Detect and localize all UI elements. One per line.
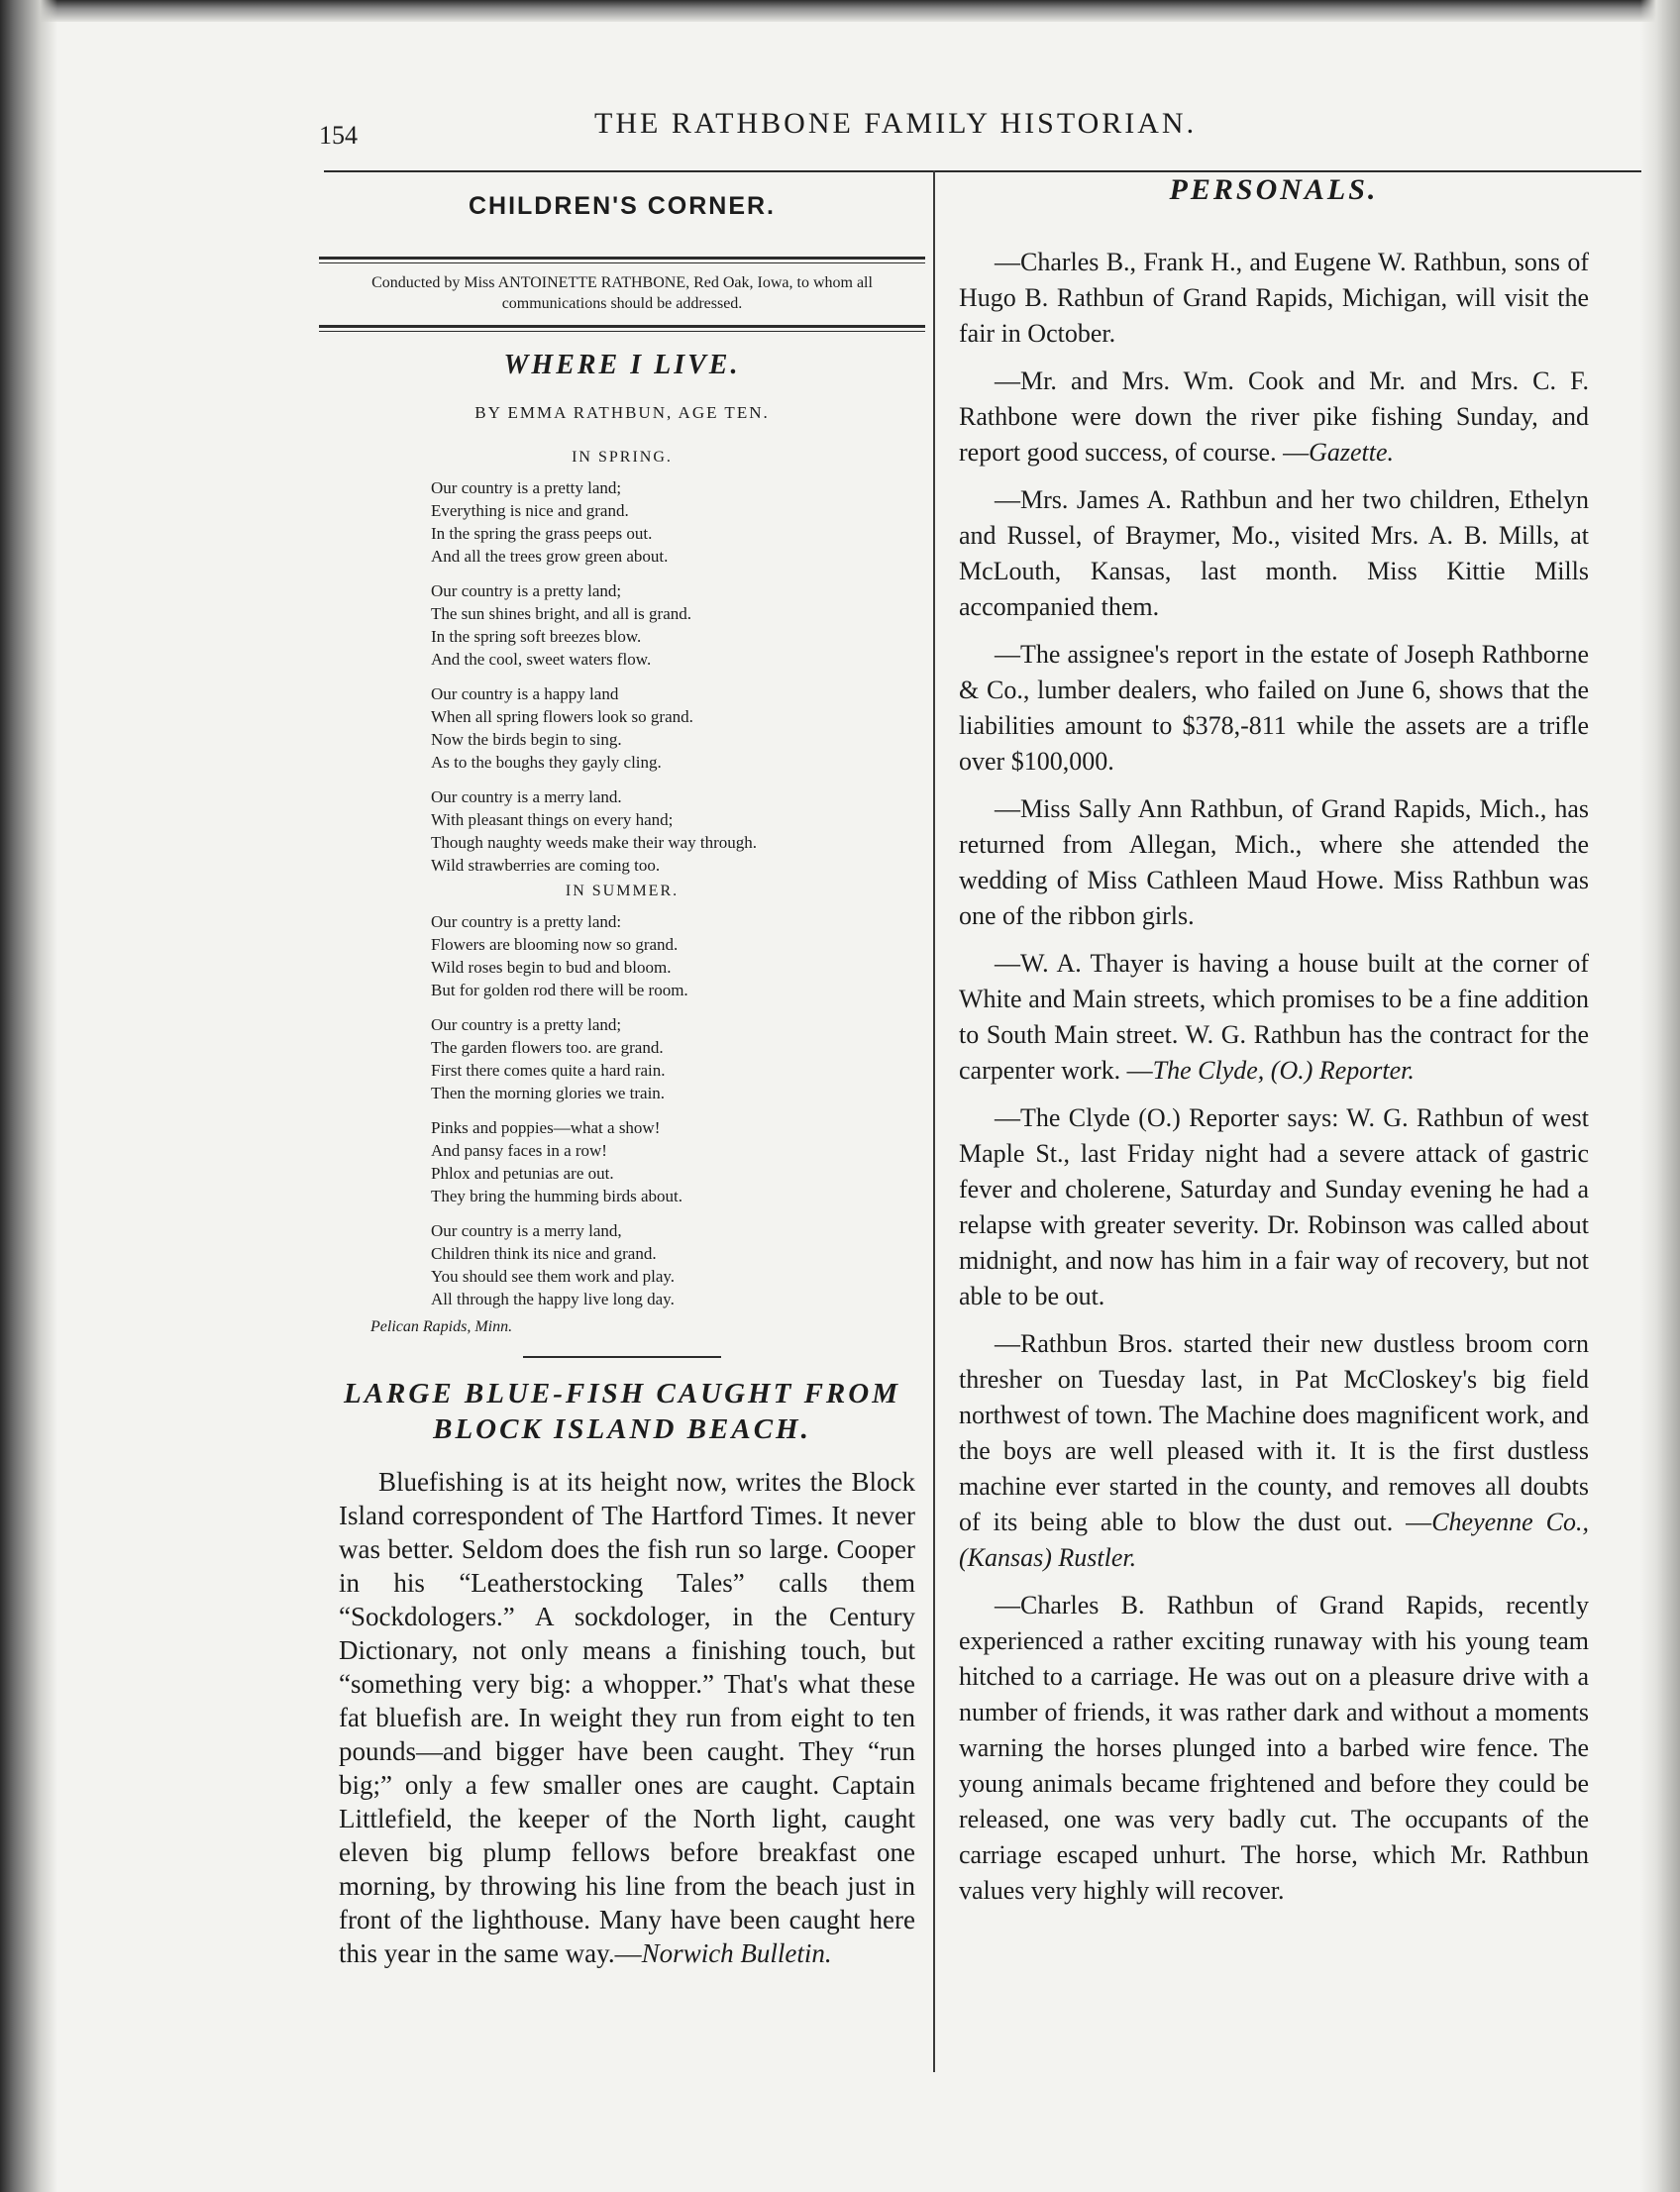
poem-line: In the spring soft breezes blow. <box>431 626 642 646</box>
left-column <box>319 176 925 1970</box>
personal-item-text: —Mrs. James A. Rathbun and her two children, Ethelyn and Russel, of Braymer, Mo., visited Mrs. A. B. Mills, at McLouth, Kansas, last month. Miss Kittie Mills accompanied them. <box>959 485 1589 621</box>
personal-item <box>959 637 1589 780</box>
poem-line: Our country is a pretty land; <box>431 1014 622 1034</box>
personal-item <box>959 1100 1589 1314</box>
header-rule <box>324 170 1641 172</box>
bluefish-article-title: LARGE BLUE-FISH CAUGHT FROM BLOCK ISLAND BEACH. <box>343 1377 900 1445</box>
personal-item <box>959 946 1589 1089</box>
personal-item-text: —Mr. and Mrs. Wm. Cook and Mr. and Mrs. C. F. Rathbone were down the river pike fishing Sunday, and report good success, of course. — <box>959 366 1589 467</box>
poem-line: Our country is a pretty land; <box>431 580 622 600</box>
personal-item-text: —The Clyde (O.) Reporter says: W. G. Rathbun of west Maple St., last Friday night had a severe attack of gastric fever and cholerene, Saturday and Sunday evening he had a relapse with greater severity. Dr. Robinson was called about midnight, and now has him in a fair way of recovery, but not able to be out. <box>959 1103 1589 1310</box>
personal-item-text: —Charles B. Rathbun of Grand Rapids, recently experienced a rather exciting runaway with his young team hitched to a carriage. He was out on a pleasure drive with a number of friends, it was rather dark and without a moments warning the horses plunged into a barbed wire fence. The young animals became frightened and before they could be released, one was very badly cut. The occupants of the carriage escaped unhurt. The horse, which Mr. Rathbun values very highly will recover. <box>959 1591 1589 1905</box>
personal-item-text: —Miss Sally Ann Rathbun, of Grand Rapids, Mich., has returned from Allegan, Mich., where she attended the wedding of Miss Cathleen Maud Howe. Miss Rathbun was one of the ribbon girls. <box>959 794 1589 930</box>
poem-line: Though naughty weeds make their way through. <box>431 832 758 852</box>
personal-item-text: —The assignee's report in the estate of Joseph Rathborne & Co., lumber dealers, who failed on June 6, shows that the liabilities amount to $378,-811 while the assets are a trifle over $100,000. <box>959 640 1589 776</box>
poem-line: The sun shines bright, and all is grand. <box>431 603 691 623</box>
personal-item <box>959 245 1589 352</box>
poem-line: As to the boughs they gayly cling. <box>431 752 662 772</box>
conducted-by-note: Conducted by Miss ANTOINETTE RATHBONE, Red Oak, Iowa, to whom all communications should be addressed. <box>371 274 873 312</box>
poem-line: They bring the humming birds about. <box>431 1186 683 1205</box>
poem-line: Flowers are blooming now so grand. <box>431 934 679 954</box>
personal-item <box>959 1588 1589 1909</box>
personal-item-source: Cheyenne Co., (Kansas) Rustler. <box>959 1508 1590 1572</box>
poem-line: All through the happy live long day. <box>431 1289 675 1308</box>
poem-line: Our country is a happy land <box>431 683 619 703</box>
poem-line: And the cool, sweet waters flow. <box>431 649 652 669</box>
poem-line: Now the birds begin to sing. <box>431 729 622 749</box>
poem-stanza <box>431 1219 925 1310</box>
poem-line: Our country is a pretty land; <box>431 477 622 497</box>
poem-line: Then the morning glories we train. <box>431 1083 666 1102</box>
column-divider <box>933 170 935 2072</box>
poem-byline: BY EMMA RATHBUN, AGE TEN. <box>474 402 770 422</box>
personals-list <box>959 245 1589 1909</box>
running-title: THE RATHBONE FAMILY HISTORIAN. <box>594 107 1198 140</box>
poem-line: But for golden rod there will be room. <box>431 980 688 999</box>
personals-title: PERSONALS. <box>1169 173 1379 206</box>
personal-item-text: —Charles B., Frank H., and Eugene W. Rathbun, sons of Hugo B. Rathbun of Grand Rapids, Michigan, will visit the fair in October. <box>959 248 1589 348</box>
personal-item <box>959 364 1589 470</box>
poem-line: In the spring the grass peeps out. <box>431 523 653 543</box>
personal-item-source: Gazette. <box>1309 438 1394 467</box>
scan-right-edge <box>1640 0 1680 2192</box>
poem-line: Wild roses begin to bud and bloom. <box>431 957 672 977</box>
poem-stanza <box>431 579 925 671</box>
personal-item-text: —Rathbun Bros. started their new dustless broom corn thresher on Tuesday last, in Pat McCloskey's big field northwest of town. The Machine does magnificent work, and the boys are well pleased with it. It is the first dustless machine ever started in the county, and removes all doubts of its being able to blow the dust out. — <box>959 1329 1589 1536</box>
poem-signature: Pelican Rapids, Minn. <box>370 1317 513 1335</box>
personal-item <box>959 791 1589 934</box>
poem-line: And all the trees grow green about. <box>431 546 669 566</box>
poem-line: Pinks and poppies—what a show! <box>431 1117 661 1137</box>
right-column <box>959 173 1589 1921</box>
poem-section-heading: IN SPRING. <box>572 448 673 466</box>
poem-stanza <box>431 1116 925 1207</box>
personal-item-text: —W. A. Thayer is having a house built at the corner of White and Main streets, which promises to be a fine addition to South Main street. W. G. Rathbun has the contract for the carpenter work. — <box>959 949 1589 1085</box>
poem-stanza <box>431 476 925 568</box>
poem-line: Our country is a pretty land: <box>431 911 622 931</box>
personal-item-source: The Clyde, (O.) Reporter. <box>1152 1056 1415 1085</box>
poem-line: Phlox and petunias are out. <box>431 1163 614 1183</box>
bluefish-article-body <box>339 1465 915 1970</box>
poem-title: WHERE I LIVE. <box>503 349 741 380</box>
personal-item <box>959 1326 1589 1576</box>
poem-line: Our country is a merry land. <box>431 786 622 806</box>
poem-line: Wild strawberries are coming too. <box>431 855 661 875</box>
personal-item <box>959 482 1589 625</box>
poem-stanza <box>431 785 925 877</box>
section-rule <box>319 257 925 263</box>
poem-body <box>319 449 925 1310</box>
poem-line: The garden flowers too. are grand. <box>431 1037 664 1057</box>
scan-left-edge <box>0 0 57 2192</box>
childrens-corner-title: CHILDREN'S CORNER. <box>468 192 776 220</box>
poem-stanza <box>431 910 925 1001</box>
scan-top-edge <box>0 0 1680 22</box>
bluefish-article-source: Norwich Bulletin. <box>641 1937 832 1968</box>
poem-line: Our country is a merry land, <box>431 1220 622 1240</box>
poem-line: You should see them work and play. <box>431 1266 676 1286</box>
poem-line: With pleasant things on every hand; <box>431 809 674 829</box>
section-rule <box>319 325 925 332</box>
poem-line: Everything is nice and grand. <box>431 500 629 520</box>
poem-stanza <box>431 682 925 774</box>
poem-line: And pansy faces in a row! <box>431 1140 607 1160</box>
poem-section-heading: IN SUMMER. <box>565 882 680 899</box>
article-separator <box>523 1356 721 1358</box>
poem-line: First there comes quite a hard rain. <box>431 1060 666 1080</box>
poem-stanza <box>431 1013 925 1104</box>
page-number: 154 <box>319 121 358 150</box>
bluefish-article-text: Bluefishing is at its height now, writes the Block Island correspondent of The Hartford Times. It never was better. Seldom does the fish run so large. Cooper in his “Leatherstocking Tales” calls them “Sockdologers.” A sockdologer, in the Century Dictionary, not only means a finishing touch, but “something very big: a whopper.” That's what these fat bluefish are. In weight they run from eight to ten pounds—and bigger have been caught. They “run big;” only a few smaller ones are caught. Captain Littlefield, the keeper of the North light, caught eleven big plump fellows before breakfast one morning, by throwing his line from the beach just in front of the lighthouse. Many have been caught here this year in the same way.— <box>339 1466 915 1968</box>
poem-line: When all spring flowers look so grand. <box>431 706 693 726</box>
poem-line: Children think its nice and grand. <box>431 1243 657 1263</box>
